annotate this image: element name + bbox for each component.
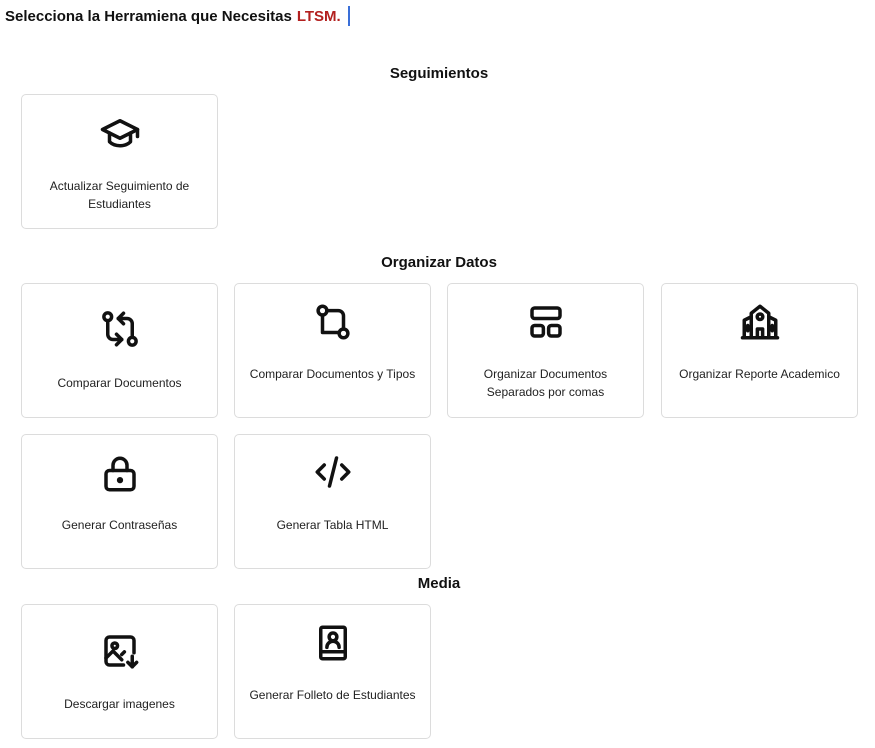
image-download-icon	[22, 630, 217, 672]
tool-card-comparar-documentos[interactable]	[21, 283, 218, 418]
graduation-cap-icon	[22, 112, 217, 154]
tool-card-descargar-imagenes[interactable]	[21, 604, 218, 739]
tool-card-label: Descargar imagenes	[64, 697, 175, 711]
brand-name: LTSM.	[296, 7, 341, 25]
tool-card-label: Actualizar Seguimiento de Estudiantes	[49, 179, 190, 211]
tool-card-actualizar-seguimiento[interactable]	[21, 94, 218, 229]
tool-card-generar-contrasenas[interactable]	[21, 434, 218, 569]
tool-card-generar-tabla-html[interactable]	[234, 434, 431, 569]
page-heading-text: Selecciona la Herramiena que Necesitas	[5, 7, 292, 25]
tool-card-label: Organizar Reporte Academico	[679, 367, 840, 381]
page-heading	[5, 6, 350, 26]
tool-card-label: Generar Contraseñas	[61, 518, 178, 532]
section-title-media: Media	[417, 575, 461, 592]
tool-card-label: Comparar Documentos y Tipos	[249, 367, 416, 381]
git-pull-request-icon	[235, 301, 430, 343]
section-title-seguimientos: Seguimientos	[389, 65, 489, 82]
text-cursor	[348, 6, 350, 26]
layout-grid-icon	[448, 301, 643, 343]
tool-card-label: Comparar Documentos	[57, 376, 182, 390]
school-building-icon	[662, 301, 857, 343]
tool-card-comparar-documentos-tipos[interactable]	[234, 283, 431, 418]
code-icon	[235, 451, 430, 493]
contact-book-icon	[235, 622, 430, 664]
tool-card-label: Generar Folleto de Estudiantes	[249, 688, 416, 702]
section-title-organizar-datos: Organizar Datos	[381, 254, 497, 271]
compare-arrows-icon	[22, 308, 217, 350]
tool-card-label: Organizar Documentos Separados por comas	[483, 367, 608, 399]
tool-card-generar-folleto-estudiantes[interactable]	[234, 604, 431, 739]
tool-card-label: Generar Tabla HTML	[276, 518, 389, 532]
tool-card-organizar-reporte-academico[interactable]	[661, 283, 858, 418]
tool-card-organizar-documentos-comas[interactable]	[447, 283, 644, 418]
lock-icon	[22, 453, 217, 495]
